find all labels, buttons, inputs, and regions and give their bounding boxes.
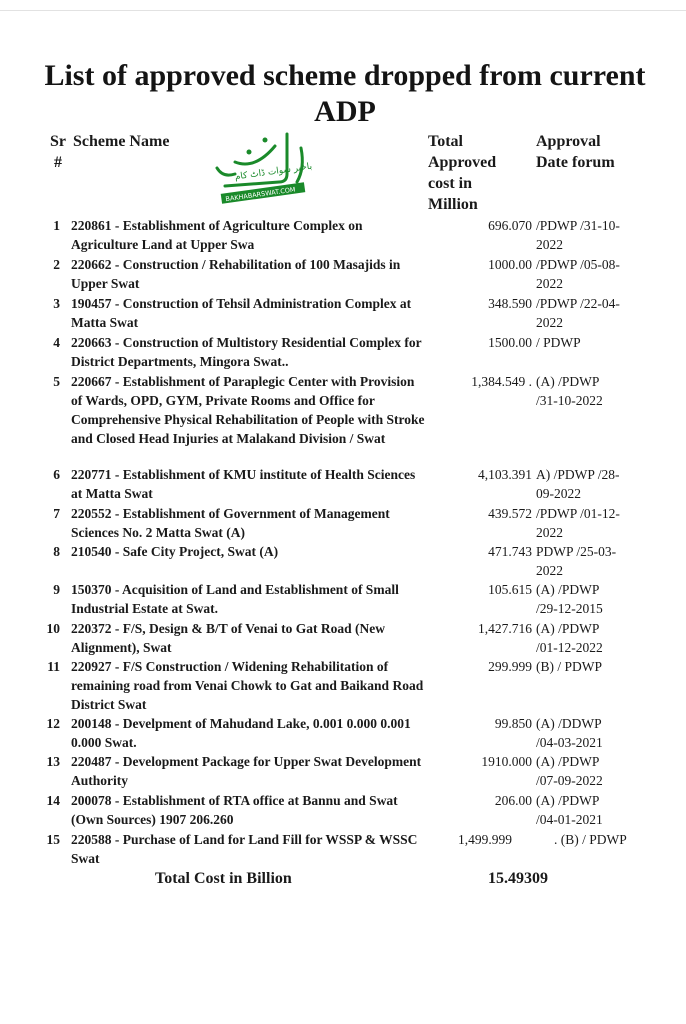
row-scheme-name: 220588 - Purchase of Land for Land Fill for WSSP & WSSC Swat <box>71 832 418 866</box>
row-sr: 6 <box>53 467 60 482</box>
row-cost: 99.850 <box>494 716 532 731</box>
row-approval: /PDWP /01-12-2022 <box>536 506 620 540</box>
row-sr: 10 <box>46 621 60 636</box>
row-sr: 4 <box>53 335 60 350</box>
row-approval: /PDWP /22-04-2022 <box>536 296 620 330</box>
row-cost: 206.00 <box>494 793 532 808</box>
row-scheme-name: 220372 - F/S, Design & B/T of Venai to Gat Road (New Alignment), Swat <box>71 621 386 655</box>
row-cost: 105.615 <box>488 582 532 597</box>
row-scheme-name: 220552 - Establishment of Government of Management Sciences No. 2 Matta Swat (A) <box>71 506 390 540</box>
row-cost: 1000.00 <box>488 257 532 272</box>
row-scheme-name: 220667 - Establishment of Paraplegic Center with Provision of Wards, OPD, GYM, Private Rooms and Office for Comprehensive Physical Rehabilitation of People with Stroke and Closed Head Injuries at Malakand Division / Swat <box>71 374 425 446</box>
row-approval: (A) /PDWP /04-01-2021 <box>536 793 603 827</box>
watermark-text: باخبر سوات ڈاٹ کام <box>234 161 313 183</box>
row-scheme-name: 220927 - F/S Construction / Widening Rehabilitation of remaining road from Venai Chowk to Gat and Baikand Road District Swat <box>71 659 424 712</box>
row-approval: (A) /DDWP /04-03-2021 <box>536 716 603 750</box>
row-cost: 471.743 <box>488 544 532 559</box>
row-approval: A) /PDWP /28-09-2022 <box>536 467 620 501</box>
row-scheme-name: 220861 - Establishment of Agriculture Complex on Agriculture Land at Upper Swa <box>71 218 363 252</box>
row-cost: 299.999 <box>488 659 532 674</box>
total-value: 15.49309 <box>488 870 548 887</box>
row-scheme-name: 200078 - Establishment of RTA office at Bannu and Swat (Own Sources) 1907 206.260 <box>71 793 398 827</box>
row-cost: 696.070 <box>488 218 532 233</box>
row-approval: (A) /PDWP /01-12-2022 <box>536 621 603 655</box>
row-cost: 439.572 <box>488 506 532 521</box>
row-sr: 12 <box>46 716 60 731</box>
bakhabar-logo-watermark <box>205 128 315 208</box>
row-approval: (B) / PDWP <box>536 659 603 674</box>
row-scheme-name: 220771 - Establishment of KMU institute of Health Sciences at Matta Swat <box>71 467 416 501</box>
row-scheme-name: 210540 - Safe City Project, Swat (A) <box>71 544 279 559</box>
row-sr: 14 <box>46 793 60 808</box>
row-scheme-name: 200148 - Develpment of Mahudand Lake, 0.001 0.000 0.001 0.000 Swat. <box>71 716 411 750</box>
top-border <box>0 10 686 11</box>
row-sr: 7 <box>53 506 60 521</box>
header-approval: Approval Date forum <box>536 133 615 171</box>
watermark-url: BAKHABARSWAT.COM <box>224 185 296 204</box>
row-scheme-name: 220663 - Construction of Multistory Residential Complex for District Departments, Mingora Swat.. <box>71 335 422 369</box>
total-label: Total Cost in Billion <box>155 870 292 887</box>
row-cost: 348.590 <box>488 296 532 311</box>
row-sr: 9 <box>53 582 60 597</box>
row-sr: 8 <box>53 544 60 559</box>
row-cost: 1,384.549 . <box>471 374 532 389</box>
row-approval: (A) /PDWP /07-09-2022 <box>536 754 603 788</box>
row-cost: 1500.00 <box>488 335 532 350</box>
row-sr: 11 <box>47 659 60 674</box>
row-scheme-name: 190457 - Construction of Tehsil Administration Complex at Matta Swat <box>71 296 412 330</box>
row-approval: PDWP /25-03-2022 <box>536 544 617 578</box>
row-scheme-name: 220662 - Construction / Rehabilitation of 100 Masajids in Upper Swat <box>71 257 401 291</box>
row-sr: 2 <box>53 257 60 272</box>
header-scheme-name: Scheme Name <box>73 133 170 150</box>
row-approval: (A) /PDWP /31-10-2022 <box>536 374 603 408</box>
row-approval: . (B) / PDWP <box>554 832 627 847</box>
row-approval: / PDWP <box>536 335 581 350</box>
row-approval: /PDWP /31-10-2022 <box>536 218 620 252</box>
row-sr: 13 <box>46 754 60 769</box>
row-sr: 5 <box>53 374 60 389</box>
row-sr: 3 <box>53 296 60 311</box>
header-sr: Sr # <box>50 133 66 171</box>
row-approval: (A) /PDWP /29-12-2015 <box>536 582 603 616</box>
document-title: List of approved scheme dropped from current ADP <box>44 59 646 128</box>
row-cost: 1910.000 <box>481 754 532 769</box>
row-cost: 1,427.716 <box>478 621 532 636</box>
header-total-cost: Total Approved cost in Million <box>428 133 497 213</box>
row-sr: 15 <box>46 832 60 847</box>
row-cost: 1,499.999 <box>458 832 512 847</box>
row-scheme-name: 150370 - Acquisition of Land and Establishment of Small Industrial Estate at Swat. <box>71 582 399 616</box>
row-cost: 4,103.391 <box>478 467 532 482</box>
row-approval: /PDWP /05-08-2022 <box>536 257 620 291</box>
row-scheme-name: 220487 - Development Package for Upper Swat Development Authority <box>71 754 422 788</box>
row-sr: 1 <box>53 218 60 233</box>
